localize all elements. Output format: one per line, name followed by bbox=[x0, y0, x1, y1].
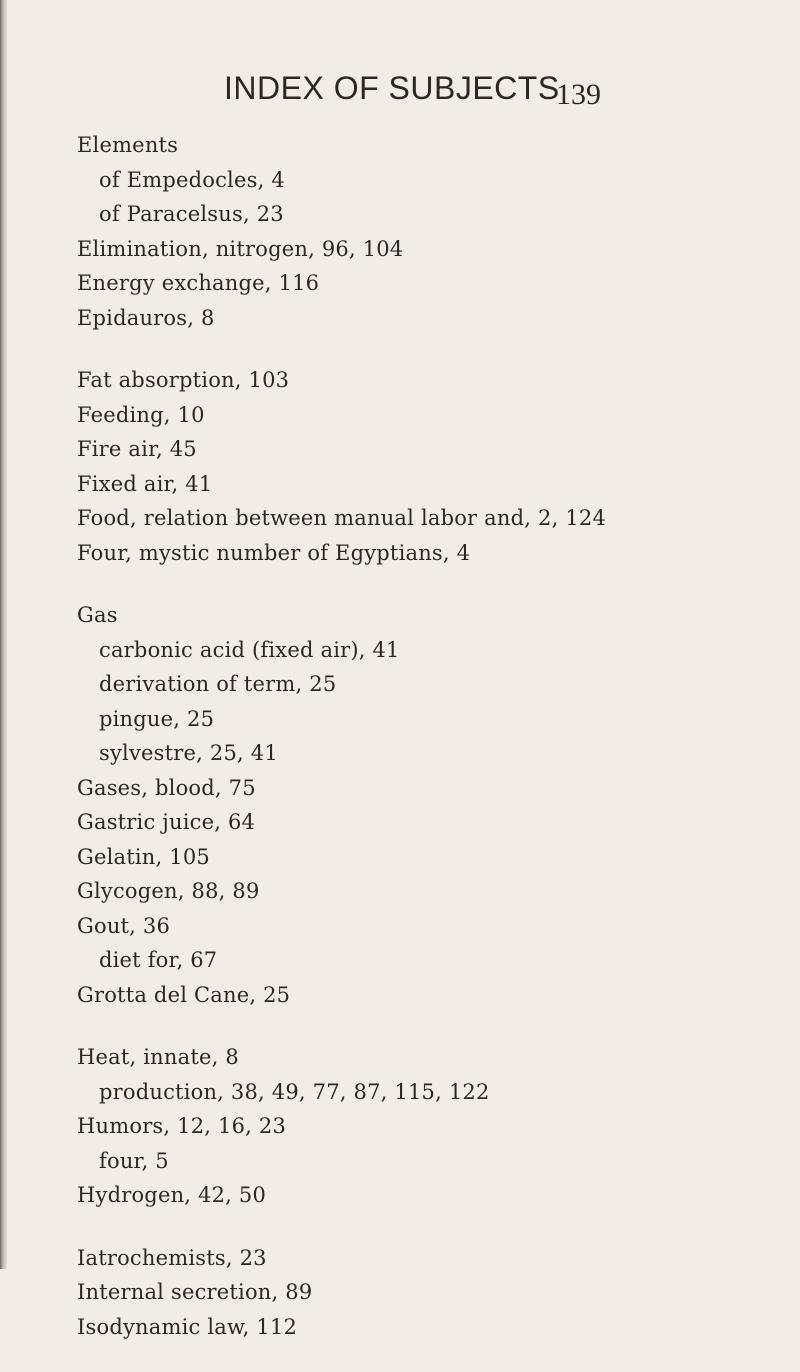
index-group bbox=[77, 1241, 777, 1345]
index-entry: Gastric juice, 64 bbox=[77, 810, 256, 834]
index-subentry: carbonic acid (fixed air), 41 bbox=[99, 637, 400, 662]
index-entry: Four, mystic number of Egyptians, 4 bbox=[77, 540, 471, 565]
index-subentry: of Paracelsus, 23 bbox=[99, 202, 284, 226]
index-entry: Food, relation between manual labor and, 2, 124 bbox=[77, 506, 607, 530]
page-edge-shadow bbox=[0, 0, 7, 1269]
index-entry: Glycogen, 88, 89 bbox=[77, 879, 260, 903]
index-entry: Heat, innate, 8 bbox=[77, 1045, 239, 1069]
index-entry: Internal secretion, 89 bbox=[77, 1280, 313, 1304]
page-number: 139 bbox=[556, 78, 601, 111]
index-subentry: of Empedocles, 4 bbox=[99, 167, 285, 192]
index-subentry: pingue, 25 bbox=[99, 706, 215, 731]
index-entry: Fat absorption, 103 bbox=[77, 368, 290, 392]
index-entry: Hydrogen, 42, 50 bbox=[77, 1183, 267, 1207]
index-entry: Energy exchange, 116 bbox=[77, 271, 320, 295]
index-entry: Iatrochemists, 23 bbox=[77, 1245, 267, 1270]
index-subentry: production, 38, 49, 77, 87, 115, 122 bbox=[99, 1079, 490, 1104]
index-group bbox=[77, 1040, 777, 1213]
index-group bbox=[77, 128, 777, 335]
index-entry: Humors, 12, 16, 23 bbox=[77, 1114, 287, 1138]
index-entry: Epidauros, 8 bbox=[77, 305, 215, 330]
index-group bbox=[77, 363, 777, 570]
index-subentry: sylvestre, 25, 41 bbox=[99, 741, 278, 765]
index-entry: Fixed air, 41 bbox=[77, 471, 213, 496]
index-subentry: four, 5 bbox=[99, 1148, 169, 1173]
index-entry: Feeding, 10 bbox=[77, 402, 205, 427]
index-entry: Gout, 36 bbox=[77, 913, 171, 938]
index-subentry: diet for, 67 bbox=[99, 948, 218, 972]
index-entry: Elimination, nitrogen, 96, 104 bbox=[77, 236, 404, 261]
index-group bbox=[77, 598, 777, 1012]
index-entry: Grotta del Cane, 25 bbox=[77, 982, 291, 1007]
index-entry: Gas bbox=[77, 603, 118, 627]
page-header bbox=[0, 66, 800, 116]
index-entry: Gelatin, 105 bbox=[77, 844, 210, 869]
index-entry: Elements bbox=[77, 133, 179, 157]
running-title: INDEX OF SUBJECTS bbox=[224, 70, 560, 106]
index-entry: Fire air, 45 bbox=[77, 437, 197, 461]
index-list bbox=[77, 128, 777, 1372]
index-entry: Isodynamic law, 112 bbox=[77, 1314, 298, 1339]
index-subentry: derivation of term, 25 bbox=[99, 672, 337, 696]
index-entry: Gases, blood, 75 bbox=[77, 775, 256, 800]
